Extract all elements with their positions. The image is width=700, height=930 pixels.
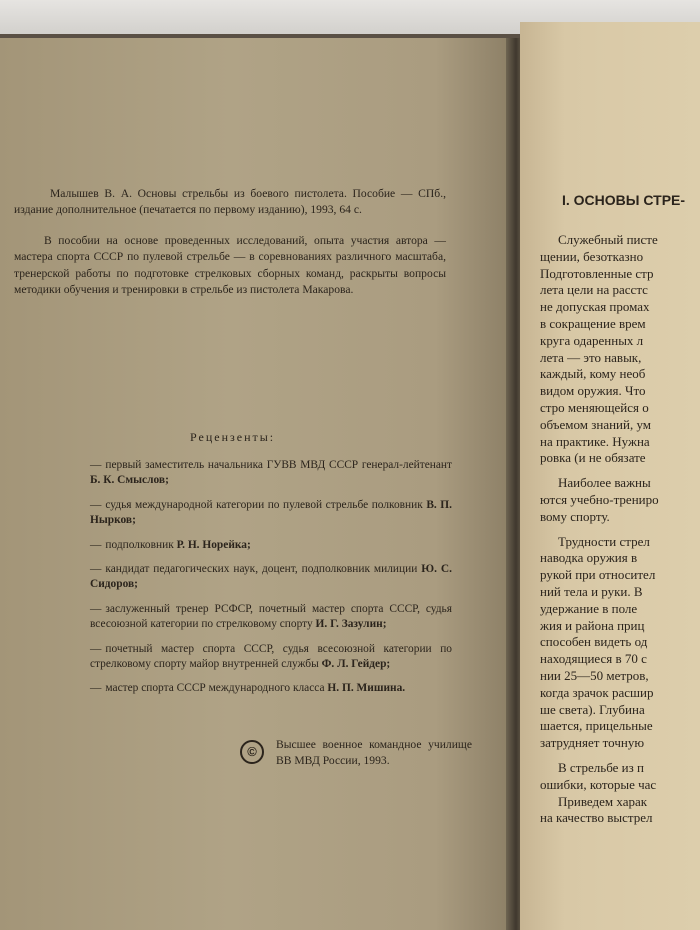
reviewer-title: мастер спорта СССР международного класса [105,682,325,695]
book-annotation: В пособии на основе проведенных исследований, опыта участия автора — мастера спорта СССР по пулевой стрельбе — в соревнованиях различного масштаба, тренерской работы по подготовке стрелковых сборных команд, раскрыты вопросы методики обучения и тренировки в стрельбе из пистолета Макарова. [14,233,446,297]
bibliography-citation: Малышев В. А. Основы стрельбы из боевого пистолета. Пособие — СПб., издание дополнительное (печатается по первому изданию), 1993, 64 с. [14,187,446,217]
reviewer-name: Ф. Л. Гейдер; [321,658,391,671]
text-line: Трудности стрел [558,533,650,549]
show-through-text [150,134,350,154]
reviewer-name: Р. Н. Норейка; [176,538,251,551]
text-line: Наиболее важны [558,475,651,491]
reviewer-item: — первый заместитель начальника ГУВВ МВД СССР генерал-лейтенант Б. К. Смыслов; [90,459,452,487]
text-line: щении, безотказно [540,248,644,264]
reviewer-item: — кандидат педагогических наук, доцент, подполковник милиции Ю. С. Сидоров; [90,563,452,591]
text-line: объемом знаний, ум [540,416,652,432]
text-line: не допуская промах [540,299,650,315]
chapter-text [540,232,700,827]
text-line: лета — это навык, [540,349,642,365]
text-line: каждый, кому необ [540,366,646,382]
text-line: в сокращение врем [540,315,646,331]
reviewer-item: — заслуженный тренер РСФСР, почетный мастер спорта СССР, судья всесоюзной категории по стрелковому спорту И. Г. Зазулин; [90,602,452,631]
reviewer-name: В. П. Нырков; [90,498,452,527]
bibliographic-record [14,186,446,298]
text-line: вому спорту. [540,508,610,524]
reviewer-title: заслуженный тренер РСФСР, почетный мастер спорта СССР, судья всесоюзной категории по стрелковому спорту [90,602,452,631]
text-line: ошибки, которые час [540,776,657,792]
text-line: ровка (и не обязате [540,450,646,466]
text-line: Подготовленные стр [540,265,654,281]
text-line: затрудняет точную [540,735,645,751]
reviewer-name: И. Г. Зазулин; [315,618,387,631]
text-line: стро меняющейся о [540,399,649,415]
reviewers-heading: Рецензенты: [190,430,276,444]
text-line: Приведем харак [558,793,648,809]
paragraph-gap [540,526,700,534]
text-line: Служебный писте [558,232,658,247]
text-line: видом оружия. Что [540,383,646,399]
reviewer-item: — подполковник Р. Н. Норейка; [90,538,251,551]
right-page-content [520,22,700,930]
text-line: лета цели на расстс [540,282,648,298]
reviewer-title: кандидат педагогических наук, доцент, подполковник милиции [105,563,418,576]
chapter-title: I. ОСНОВЫ СТРЕ- [562,192,686,208]
text-line: круга одаренных л [540,332,644,348]
reviewer-name: Б. К. Смыслов; [90,474,169,487]
reviewer-title: судья международной категории по пулевой стрельбе полковник [105,498,423,511]
paragraph-gap [540,752,700,760]
copyright-icon: © [240,740,264,764]
text-line: находящиеся в 70 с [540,651,647,667]
reviewer-item: — почетный мастер спорта СССР, судья всесоюзной категории по стрелковому спорту майор внутренней службы Ф. Л. Гейдер; [90,642,452,671]
text-line: ше света). Глубина [540,701,645,717]
text-line: ний тела и руки. В [540,583,643,599]
reviewer-item: — судья международной категории по пулевой стрельбе полковник В. П. Нырков; [90,498,452,527]
text-line: способен видеть од [540,634,648,650]
reviewer-name: Н. П. Мишина. [327,682,406,695]
text-line: когда зрачок расшир [540,684,654,700]
reviewer-title: подполковник [105,538,174,551]
reviewer-title: первый заместитель начальника ГУВВ МВД СССР генерал-лейтенант [105,459,452,471]
text-line: жия и района приц [540,617,645,633]
reviewer-title: почетный мастер спорта СССР, судья всесоюзной категории по стрелковому спорту майор внутренней службы [90,642,452,671]
text-line: наводка оружия в [540,550,638,566]
paragraph-gap [540,467,700,475]
text-line: ются учебно-трениро [540,491,659,507]
copyright-notice: Высшее военное командное училище ВВ МВД России, 1993. [276,738,472,767]
reviewer-item: — мастер спорта СССР международного класса Н. П. Мишина. [90,682,406,695]
text-line: шается, прицельные [540,718,653,734]
text-line: рукой при относител [540,567,656,583]
text-line: на практике. Нужна [540,433,650,449]
text-line: нии 25—50 метров, [540,667,649,683]
text-line: удержание в поле [540,600,638,616]
reviewer-name: Ю. С. Сидоров; [90,563,452,591]
reviewers-list [90,458,452,706]
text-line: В стрельбе из п [558,759,644,775]
text-line: на качество выстрел [540,810,653,826]
